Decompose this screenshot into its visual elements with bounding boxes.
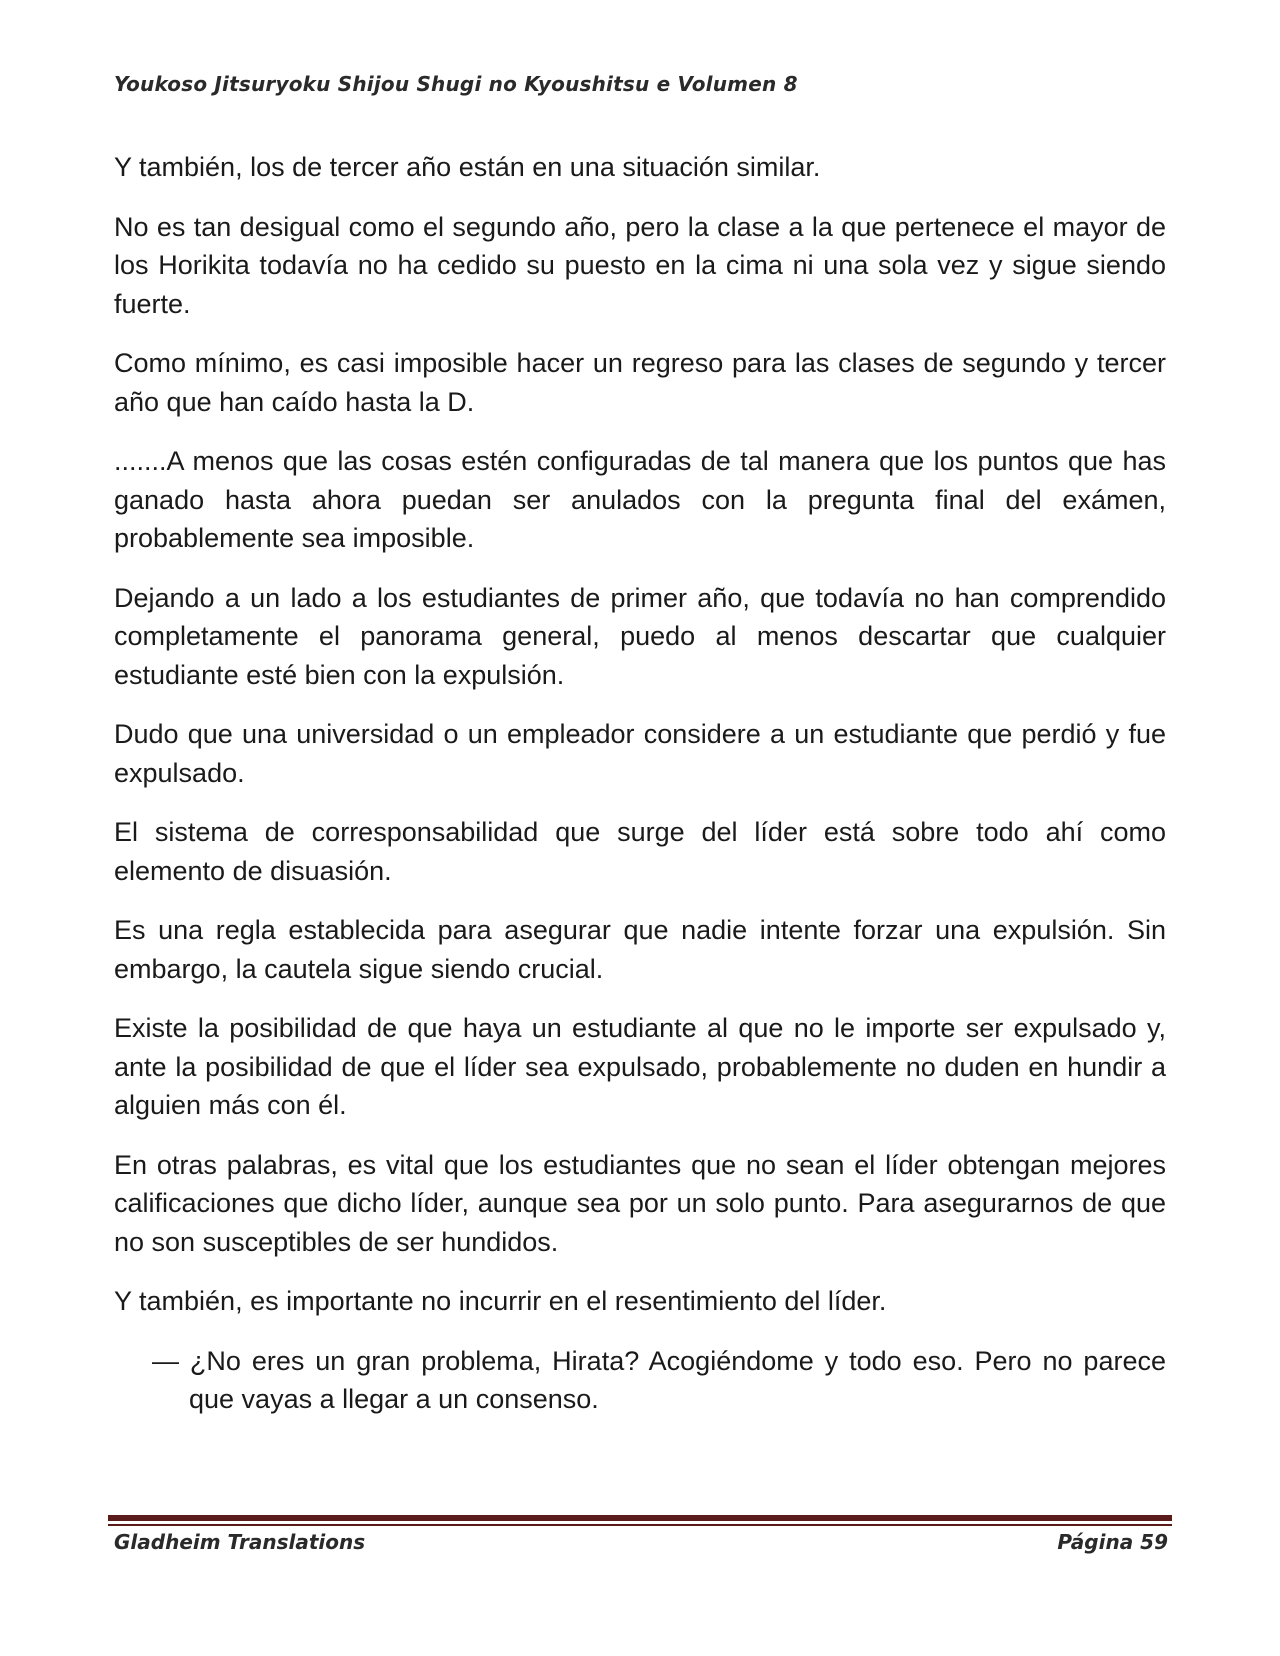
dialogue-paragraph: — ¿No eres un gran problema, Hirata? Acogiéndome y todo eso. Pero no parece que vayas a llegar a un consenso. — [152, 1345, 1166, 1414]
paragraph: Dejando a un lado a los estudiantes de primer año, que todavía no han comprendido completamente el panorama general, puedo al menos descartar que cualquier estudiante esté bien con la expulsión. — [114, 582, 1166, 690]
footer-page-number: Página 59 — [1057, 1530, 1168, 1554]
paragraph: Como mínimo, es casi imposible hacer un regreso para las clases de segundo y tercer año que han caído hasta la D. — [114, 348, 1166, 417]
paragraph: Existe la posibilidad de que haya un estudiante al que no le importe ser expulsado y, ante la posibilidad de que el líder sea expulsado, probablemente no duden en hundir a alguien más con él. — [114, 1013, 1166, 1120]
paragraph: En otras palabras, es vital que los estudiantes que no sean el líder obtengan mejores calificaciones que dicho líder, aunque sea por un solo punto. Para asegurarnos de que no son susceptibles de ser hundidos. — [114, 1149, 1166, 1257]
body-text — [114, 148, 1166, 1440]
paragraph: Es una regla establecida para asegurar que nadie intente forzar una expulsión. Sin embargo, la cautela sigue siendo crucial. — [114, 915, 1166, 984]
paragraph: No es tan desigual como el segundo año, pero la clase a la que pertenece el mayor de los Horikita todavía no ha cedido su puesto en la cima ni una sola vez y sigue siendo fuerte. — [114, 211, 1166, 319]
footer-translator: Gladheim Translations — [114, 1530, 366, 1554]
footer-rule — [108, 1515, 1172, 1521]
paragraph: Y también, los de tercer año están en una situación similar. — [114, 152, 821, 182]
paragraph: Y también, es importante no incurrir en el resentimiento del líder. — [114, 1286, 887, 1316]
paragraph: Dudo que una universidad o un empleador considere a un estudiante que perdió y fue expulsado. — [114, 719, 1166, 788]
paragraph: .......A menos que las cosas estén configuradas de tal manera que los puntos que has ganado hasta ahora puedan ser anulados con la pregunta final del exámen, probablemente sea imposible. — [114, 446, 1166, 553]
paragraph: El sistema de corresponsabilidad que surge del líder está sobre todo ahí como elemento de disuasión. — [114, 817, 1166, 886]
running-header: Youkoso Jitsuryoku Shijou Shugi no Kyoushitsu e Volumen 8 — [114, 72, 798, 96]
footer-rule-thin — [108, 1524, 1172, 1526]
